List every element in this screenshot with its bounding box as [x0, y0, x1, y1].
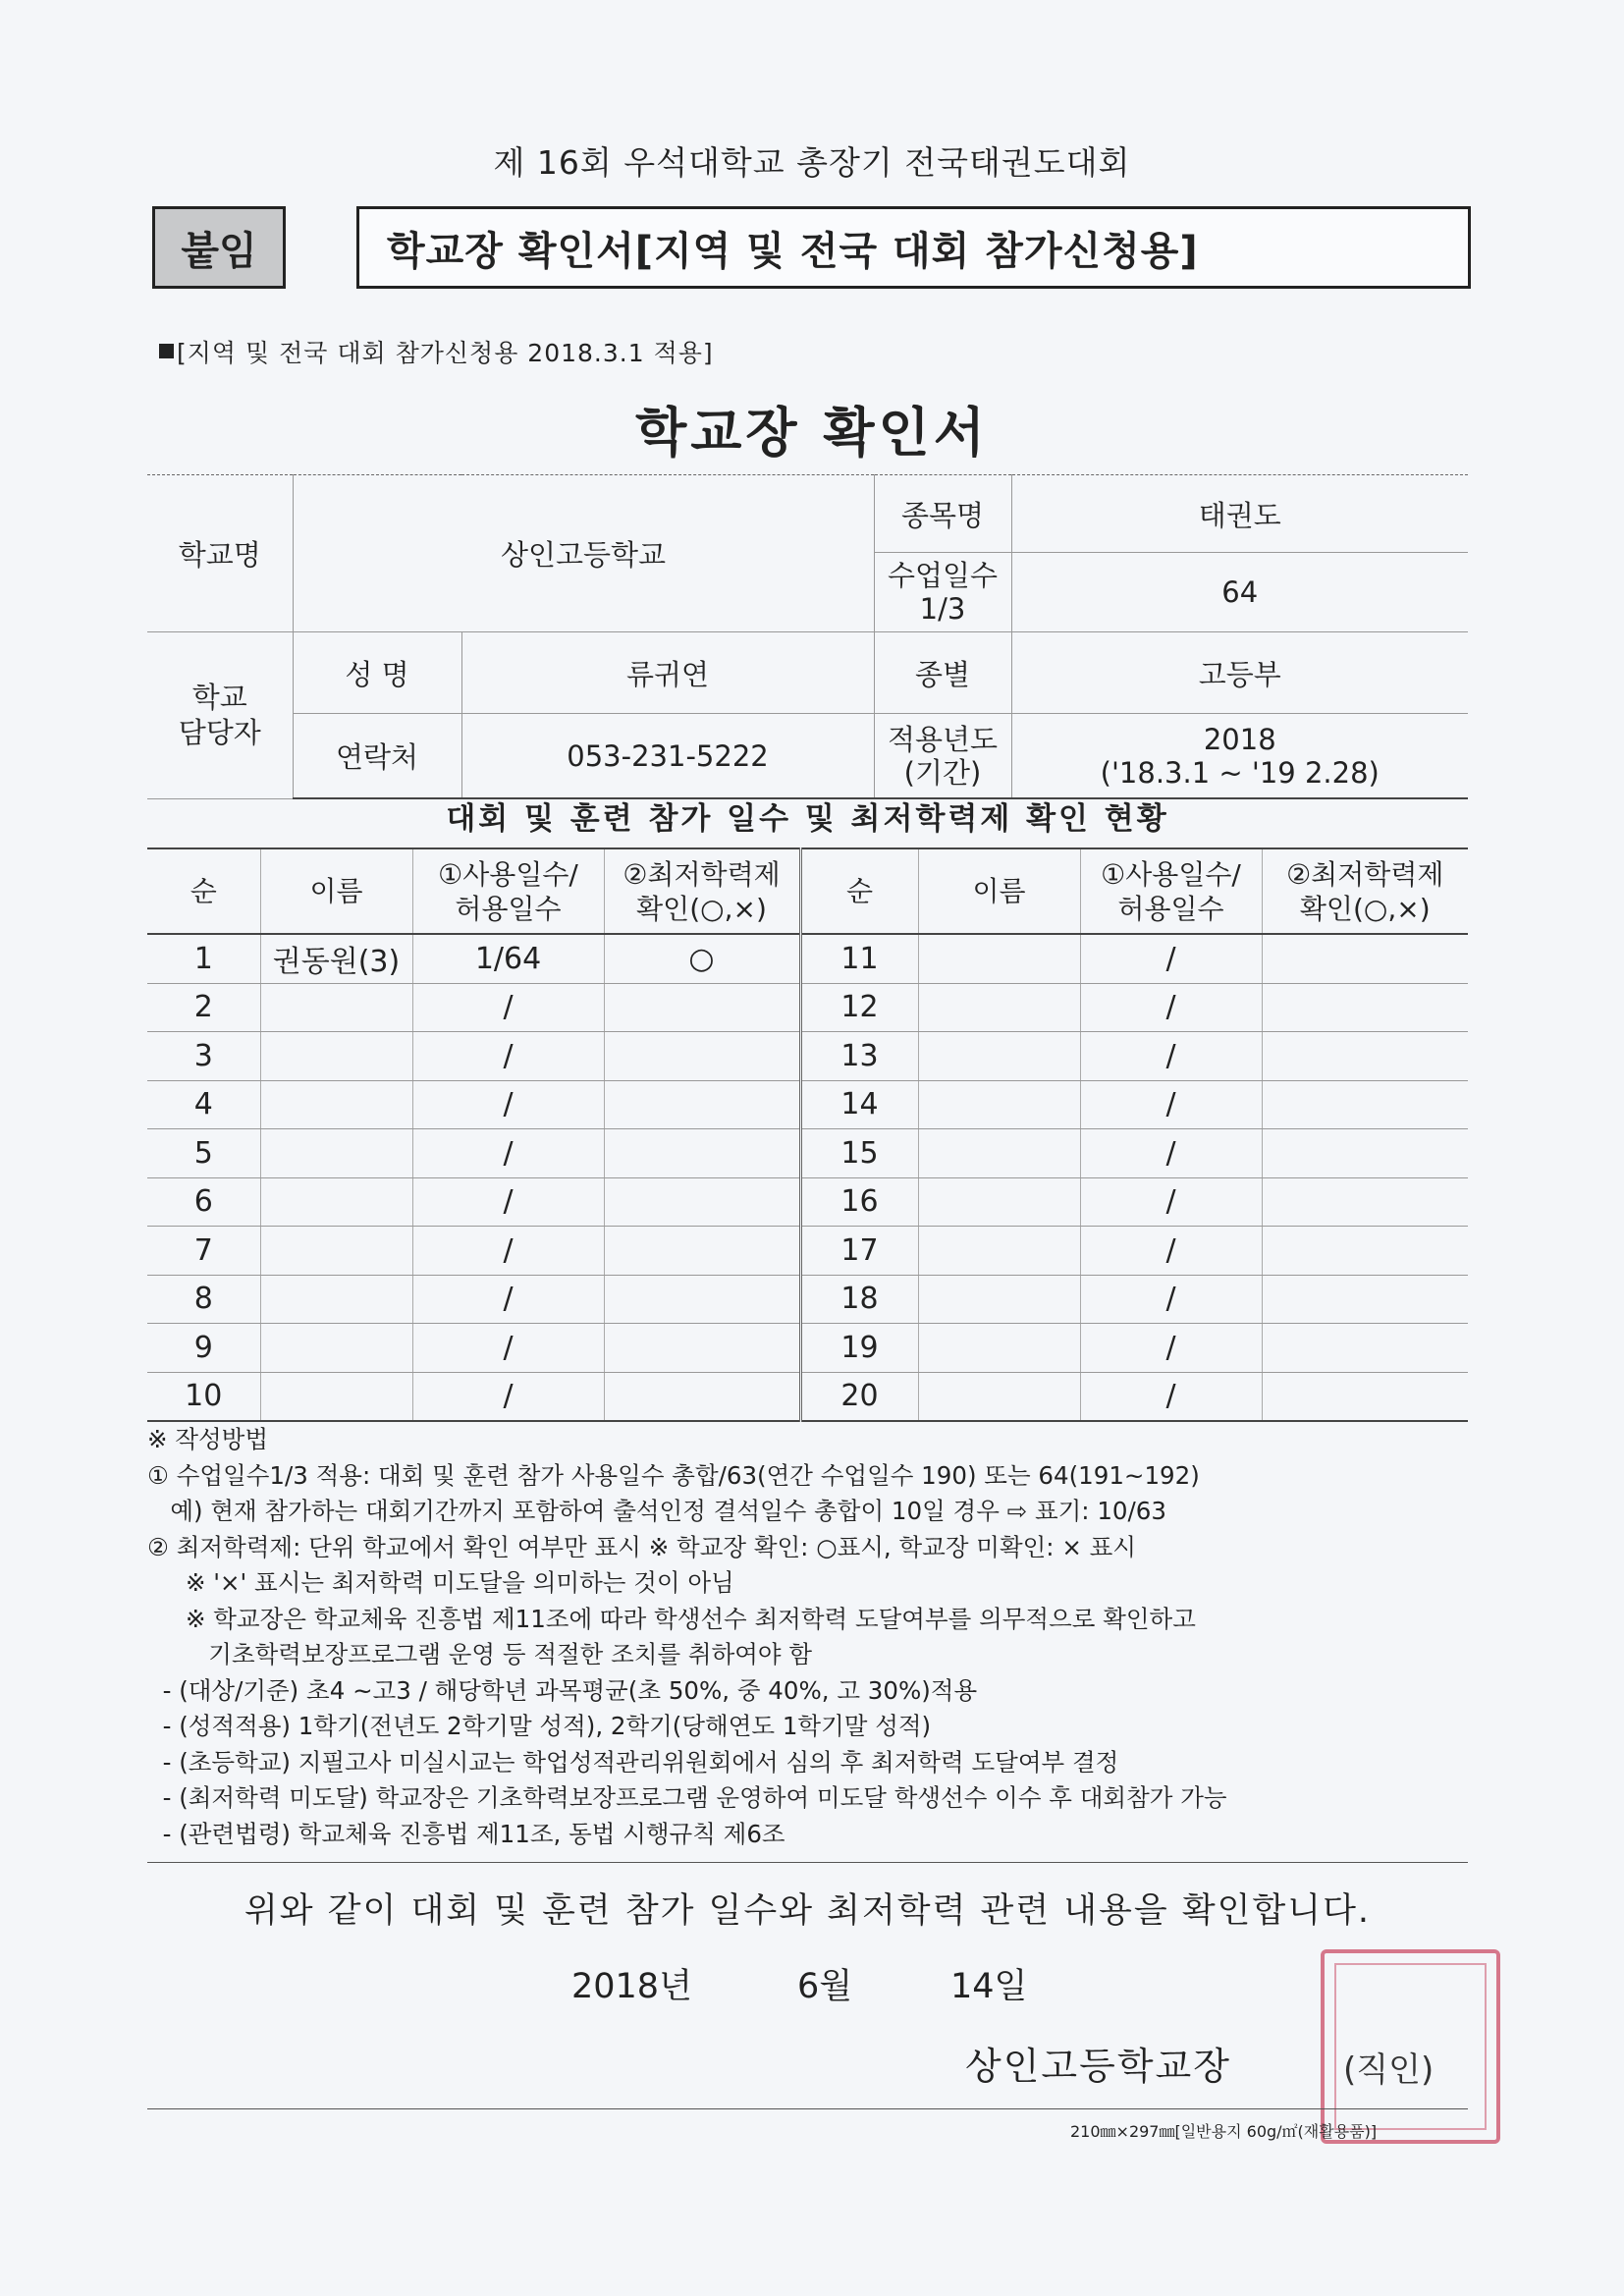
- table-row: [147, 934, 1468, 983]
- guide-line: 기초학력보장프로그램 운영 등 적절한 조치를 취하여야 함: [147, 1640, 813, 1668]
- cell-l-name: [260, 1372, 412, 1421]
- cell-r-days: /: [1080, 1129, 1262, 1178]
- cell-r-no: 13: [800, 1032, 918, 1081]
- cell-l-name: [260, 1275, 412, 1324]
- cell-l-no: 2: [147, 983, 260, 1032]
- cell-r-name: [918, 1032, 1080, 1081]
- cell-r-no: 15: [800, 1129, 918, 1178]
- cell-l-check: [604, 1372, 800, 1421]
- division-label: 종별: [874, 632, 1011, 714]
- form-heading: 학교장 확인서[지역 및 전국 대회 참가신청용]: [356, 206, 1471, 289]
- contact-label: 연락처: [293, 714, 461, 799]
- col-days-line2: 허용일수: [455, 892, 562, 925]
- cell-l-days: /: [412, 1372, 604, 1421]
- cell-l-no: 9: [147, 1324, 260, 1373]
- section-title: 대회 및 훈련 참가 일수 및 최저학력제 확인 현황: [446, 801, 1169, 837]
- cell-l-days: 1/64: [412, 934, 604, 983]
- signer-name: 상인고등학교장: [965, 2045, 1231, 2088]
- competition-title: 제 16회 우석대학교 총장기 전국태권도대회: [493, 143, 1131, 182]
- manager-name-value: 류귀연: [461, 632, 874, 714]
- col-check-line2: 확인(○,×): [1299, 892, 1431, 925]
- cell-l-name: 권동원(3): [260, 934, 412, 983]
- cell-r-check: [1262, 934, 1468, 983]
- cell-r-name: [918, 934, 1080, 983]
- cell-l-check: [604, 1032, 800, 1081]
- guide-line: ② 최저학력제: 단위 학교에서 확인 여부만 표시 ※ 학교장 확인: ○표시, 학교장 미확인: × 표시: [147, 1532, 1136, 1561]
- table-row: [147, 1227, 1468, 1276]
- col-days-line2: 허용일수: [1117, 892, 1224, 925]
- cell-r-days: /: [1080, 1080, 1262, 1129]
- col-days-line1: ①사용일수/: [1101, 857, 1241, 891]
- cell-r-no: 14: [800, 1080, 918, 1129]
- cell-r-name: [918, 1275, 1080, 1324]
- guide-line: ※ '×' 표시는 최저학력 미도달을 의미하는 것이 아님: [147, 1568, 734, 1597]
- cell-r-name: [918, 1177, 1080, 1227]
- col-days-line1: ①사용일수/: [438, 857, 578, 891]
- applied-year-value: [1011, 714, 1468, 799]
- cell-r-days: /: [1080, 1275, 1262, 1324]
- cell-l-no: 10: [147, 1372, 260, 1421]
- class-days-value: 64: [1011, 553, 1468, 632]
- participation-table: [147, 847, 1468, 1422]
- cell-r-name: [918, 1080, 1080, 1129]
- confirmation-statement: 위와 같이 대회 및 훈련 참가 일수와 최저학력 관련 내용을 확인합니다.: [244, 1891, 1372, 1931]
- guide-line: ※ 작성방법: [147, 1425, 268, 1453]
- manager-label-line2: 담당자: [178, 716, 261, 750]
- contact-value: 053-231-5222: [461, 714, 874, 799]
- cell-l-no: 6: [147, 1177, 260, 1227]
- cell-r-name: [918, 1129, 1080, 1178]
- division-value: 고등부: [1011, 632, 1468, 714]
- cell-l-days: /: [412, 1227, 604, 1276]
- cell-r-name: [918, 983, 1080, 1032]
- cell-l-days: /: [412, 1032, 604, 1081]
- cell-l-check: [604, 1275, 800, 1324]
- date-month: 6월: [797, 1967, 853, 2006]
- guide-line: - (성적적용) 1학기(전년도 2학기말 성적), 2학기(당해연도 1학기말 성적): [147, 1712, 932, 1740]
- col-name-left: 이름: [260, 848, 412, 934]
- guide-line: - (대상/기준) 초4 ~고3 / 해당학년 과목평균(초 50%, 중 40%, 고 30%)적용: [147, 1675, 978, 1705]
- cell-r-check: [1262, 1032, 1468, 1081]
- col-no-left: 순: [147, 848, 260, 934]
- cell-l-days: /: [412, 1080, 604, 1129]
- cell-l-name: [260, 1080, 412, 1129]
- manager-label: [147, 632, 293, 799]
- cell-r-days: /: [1080, 1372, 1262, 1421]
- col-no-right: 순: [800, 848, 918, 934]
- attachment-tag: 붙임: [152, 206, 286, 289]
- guide-line: - (초등학교) 지필고사 미실시교는 학업성적관리위원회에서 심의 후 최저학력 도달여부 결정: [147, 1747, 1119, 1777]
- col-check-left: [604, 848, 800, 934]
- cell-r-no: 18: [800, 1275, 918, 1324]
- table-row: [147, 1032, 1468, 1081]
- cell-r-days: /: [1080, 983, 1262, 1032]
- manager-name-label: 성 명: [293, 632, 461, 714]
- class-days-label: [874, 553, 1011, 632]
- cell-l-days: /: [412, 983, 604, 1032]
- divider: [147, 2108, 1468, 2109]
- guide-line: 예) 현재 참가하는 대회기간까지 포함하여 출석인정 결석일수 총합이 10일 경우 ⇨ 표기: 10/63: [147, 1497, 1166, 1525]
- school-name-label: 학교명: [147, 475, 293, 632]
- cell-l-days: /: [412, 1129, 604, 1178]
- paper-spec-footer: 210㎜×297㎜[일반용지 60g/㎡(재활용품)]: [1070, 2122, 1378, 2141]
- cell-l-check: [604, 1324, 800, 1373]
- cell-r-days: /: [1080, 1227, 1262, 1276]
- guide-line: ① 수업일수1/3 적용: 대회 및 훈련 참가 사용일수 총합/63(연간 수업일수 190) 또는 64(191~192): [147, 1460, 1200, 1490]
- cell-r-check: [1262, 1129, 1468, 1178]
- col-check-right: [1262, 848, 1468, 934]
- cell-r-check: [1262, 1324, 1468, 1373]
- cell-r-check: [1262, 1372, 1468, 1421]
- cell-l-no: 4: [147, 1080, 260, 1129]
- col-check-line1: ②최저학력제: [1286, 857, 1444, 891]
- sport-value: 태권도: [1011, 475, 1468, 553]
- cell-r-check: [1262, 1227, 1468, 1276]
- cell-r-no: 19: [800, 1324, 918, 1373]
- class-days-label-line2: 1/3: [919, 592, 966, 626]
- document-title: 학교장 확인서: [635, 402, 989, 464]
- cell-r-check: [1262, 1177, 1468, 1227]
- guide-line: - (최저학력 미도달) 학교장은 기초학력보장프로그램 운영하여 미도달 학생선수 이수 후 대회참가 가능: [147, 1783, 1227, 1812]
- date-year: 2018년: [571, 1967, 692, 2006]
- applied-year-label-line1: 적용년도: [887, 722, 999, 756]
- writing-guide: [147, 1422, 1468, 1852]
- col-check-line2: 확인(○,×): [636, 892, 767, 925]
- cell-r-no: 20: [800, 1372, 918, 1421]
- divider: [147, 1862, 1468, 1863]
- col-days-left: [412, 848, 604, 934]
- cell-l-check: [604, 1080, 800, 1129]
- table-row: [147, 1177, 1468, 1227]
- cell-r-check: [1262, 1275, 1468, 1324]
- cell-l-name: [260, 1177, 412, 1227]
- cell-l-name: [260, 1227, 412, 1276]
- cell-r-no: 17: [800, 1227, 918, 1276]
- cell-l-name: [260, 1324, 412, 1373]
- cell-l-name: [260, 983, 412, 1032]
- cell-r-check: [1262, 983, 1468, 1032]
- table-row: [147, 1372, 1468, 1421]
- cell-l-no: 8: [147, 1275, 260, 1324]
- cell-r-check: [1262, 1080, 1468, 1129]
- school-name-value: 상인고등학교: [293, 475, 874, 632]
- cell-r-days: /: [1080, 1177, 1262, 1227]
- table-row: [147, 1129, 1468, 1178]
- seal-label: (직인): [1343, 2050, 1435, 2090]
- cell-l-check: [604, 983, 800, 1032]
- col-name-right: 이름: [918, 848, 1080, 934]
- cell-l-name: [260, 1129, 412, 1178]
- table-row: [147, 1275, 1468, 1324]
- cell-r-name: [918, 1372, 1080, 1421]
- applied-year: 2018: [1203, 722, 1276, 756]
- cell-l-no: 5: [147, 1129, 260, 1178]
- cell-l-no: 3: [147, 1032, 260, 1081]
- cell-l-days: /: [412, 1177, 604, 1227]
- applied-year-label: [874, 714, 1011, 799]
- cell-l-check: [604, 1227, 800, 1276]
- cell-l-check: [604, 1177, 800, 1227]
- cell-l-check: ○: [604, 934, 800, 983]
- cell-r-days: /: [1080, 1032, 1262, 1081]
- cell-r-no: 11: [800, 934, 918, 983]
- cell-l-no: 1: [147, 934, 260, 983]
- cell-r-no: 12: [800, 983, 918, 1032]
- form-subnote: [지역 및 전국 대회 참가신청용 2018.3.1 적용]: [177, 339, 714, 367]
- applied-year-label-line2: (기간): [903, 755, 982, 790]
- square-bullet-icon: [159, 344, 174, 358]
- table-header-row: [147, 848, 1468, 934]
- cell-r-days: /: [1080, 934, 1262, 983]
- guide-line: ※ 학교장은 학교체육 진흥법 제11조에 따라 학생선수 최저학력 도달여부를 의무적으로 확인하고: [147, 1604, 1196, 1633]
- cell-r-no: 16: [800, 1177, 918, 1227]
- cell-r-days: /: [1080, 1324, 1262, 1373]
- table-row: [147, 983, 1468, 1032]
- sport-label: 종목명: [874, 475, 1011, 553]
- class-days-label-line1: 수업일수: [887, 559, 999, 592]
- guide-line: - (관련법령) 학교체육 진흥법 제11조, 동법 시행규칙 제6조: [147, 1819, 785, 1848]
- table-row: [147, 1080, 1468, 1129]
- cell-r-name: [918, 1227, 1080, 1276]
- cell-l-no: 7: [147, 1227, 260, 1276]
- cell-l-days: /: [412, 1324, 604, 1373]
- cell-l-name: [260, 1032, 412, 1081]
- school-info-table: [147, 474, 1468, 799]
- manager-label-line1: 학교: [191, 681, 247, 715]
- table-row: [147, 1324, 1468, 1373]
- cell-l-days: /: [412, 1275, 604, 1324]
- cell-r-name: [918, 1324, 1080, 1373]
- col-check-line1: ②최저학력제: [623, 857, 781, 891]
- applied-period: ('18.3.1 ~ '19 2.28): [1100, 755, 1380, 790]
- date-day: 14일: [950, 1967, 1028, 2006]
- col-days-right: [1080, 848, 1262, 934]
- cell-l-check: [604, 1129, 800, 1178]
